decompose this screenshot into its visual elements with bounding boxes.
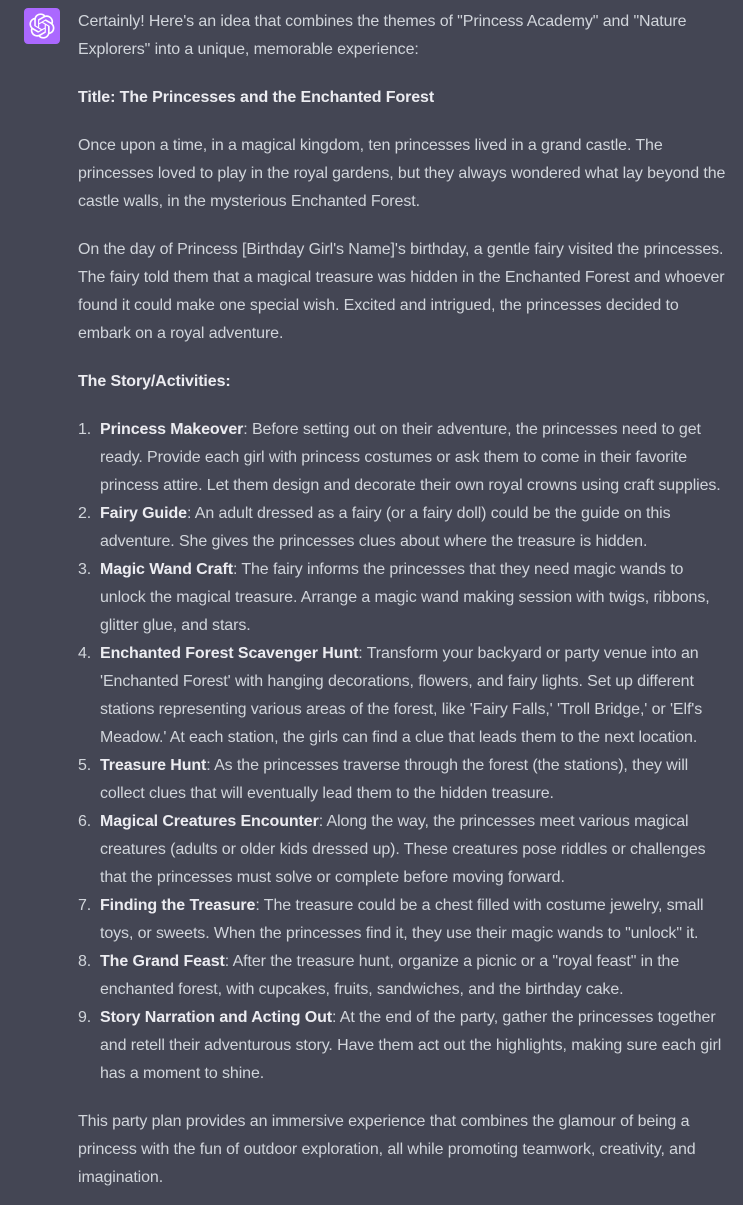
- list-item-label: The Grand Feast: [100, 953, 225, 970]
- list-item-text: : As the princesses traverse through the forest (the stations), they will collect clues that will eventually lead them to the hidden treasure.: [100, 757, 689, 802]
- list-item-label: Treasure Hunt: [100, 757, 207, 774]
- list-item-label: Princess Makeover: [100, 421, 244, 438]
- assistant-avatar: [24, 8, 60, 44]
- list-item-text: : At the end of the party, gather the princesses together and retell their adventurous story. Have them act out the highlights, making sure each girl has a moment to shine.: [100, 1009, 722, 1082]
- list-item: [78, 948, 730, 1004]
- list-item-body: [100, 1004, 730, 1088]
- list-item-number: 5.: [78, 757, 92, 774]
- list-item-body: [100, 948, 730, 1004]
- list-item: [78, 808, 730, 892]
- list-item-label: Fairy Guide: [100, 505, 187, 522]
- closing-paragraph: This party plan provides an immersive experience that combines the glamour of being a princess with the fun of outdoor exploration, all while promoting teamwork, creativity, and imagination.: [78, 1113, 696, 1186]
- activities-heading-text: The Story/Activities:: [78, 373, 231, 390]
- list-item-text: : An adult dressed as a fairy (or a fairy doll) could be the guide on this adventure. She gives the princesses clues about where the treasure is hidden.: [100, 505, 671, 550]
- list-item-label: Finding the Treasure: [100, 897, 256, 914]
- list-item: [78, 752, 730, 808]
- list-item-text: : The fairy informs the princesses that they need magic wands to unlock the magical treasure. Arrange a magic wand making session with twigs, ribbons, glitter glue, and stars.: [100, 561, 710, 634]
- list-item-number: 7.: [78, 897, 92, 914]
- list-item-number: 8.: [78, 953, 92, 970]
- list-item-text: : Before setting out on their adventure, the princesses need to get ready. Provide each girl with princess costumes or ask them to come in their favorite princess attire. Let them design and decorate their own royal crowns using craft supplies.: [100, 421, 721, 494]
- list-item-text: : Along the way, the princesses meet various magical creatures (adults or older kids dressed up). These creatures pose riddles or challenges that the princesses must solve or complete before moving forward.: [100, 813, 706, 886]
- list-item: [78, 1004, 730, 1088]
- list-item: [78, 416, 730, 500]
- title-heading-text: Title: The Princesses and the Enchanted Forest: [78, 89, 435, 106]
- list-item-number: 6.: [78, 813, 92, 830]
- title-heading: [78, 84, 730, 112]
- list-item: [78, 640, 730, 752]
- list-item-body: [100, 416, 730, 500]
- list-item-body: [100, 892, 730, 948]
- message-content: [78, 8, 730, 1192]
- list-item-number: 1.: [78, 421, 92, 438]
- list-item-body: [100, 752, 730, 808]
- list-item-text: : After the treasure hunt, organize a picnic or a "royal feast" in the enchanted forest, with cupcakes, fruits, sandwiches, and the birthday cake.: [100, 953, 680, 998]
- activities-heading: [78, 368, 730, 396]
- openai-logo-icon: [29, 13, 55, 39]
- list-item-body: [100, 808, 730, 892]
- list-item-number: 3.: [78, 561, 92, 578]
- list-item-text: : The treasure could be a chest filled with costume jewelry, small toys, or sweets. When the princesses find it, they use their magic wands to "unlock" it.: [100, 897, 704, 942]
- list-item-label: Story Narration and Acting Out: [100, 1009, 332, 1026]
- list-item-body: [100, 500, 730, 556]
- list-item-number: 2.: [78, 505, 92, 522]
- intro-paragraph: Certainly! Here's an idea that combines the themes of "Princess Academy" and "Nature Explorers" into a unique, memorable experience:: [78, 13, 687, 58]
- activities-list: [78, 416, 730, 1088]
- list-item-number: 4.: [78, 645, 92, 662]
- list-item: [78, 892, 730, 948]
- list-item-number: 9.: [78, 1009, 92, 1026]
- story-paragraph-2: On the day of Princess [Birthday Girl's Name]'s birthday, a gentle fairy visited the princesses. The fairy told them that a magical treasure was hidden in the Enchanted Forest and whoever found it could make one special wish. Excited and intrigued, the princesses decided to embark on a royal adventure.: [78, 241, 725, 342]
- list-item-label: Enchanted Forest Scavenger Hunt: [100, 645, 359, 662]
- list-item-text: : Transform your backyard or party venue into an 'Enchanted Forest' with hanging decorations, flowers, and fairy lights. Set up different stations representing various areas of the forest, like 'Fairy Falls,' 'Troll Bridge,' or 'Elf's Meadow.' At each station, the girls can find a clue that leads them to the next location.: [100, 645, 703, 746]
- list-item: [78, 556, 730, 640]
- list-item-label: Magical Creatures Encounter: [100, 813, 319, 830]
- list-item-body: [100, 556, 730, 640]
- story-paragraph-1: Once upon a time, in a magical kingdom, ten princesses lived in a grand castle. The princesses loved to play in the royal gardens, but they always wondered what lay beyond the castle walls, in the mysterious Enchanted Forest.: [78, 137, 726, 210]
- list-item-body: [100, 640, 730, 752]
- list-item-label: Magic Wand Craft: [100, 561, 233, 578]
- list-item: [78, 500, 730, 556]
